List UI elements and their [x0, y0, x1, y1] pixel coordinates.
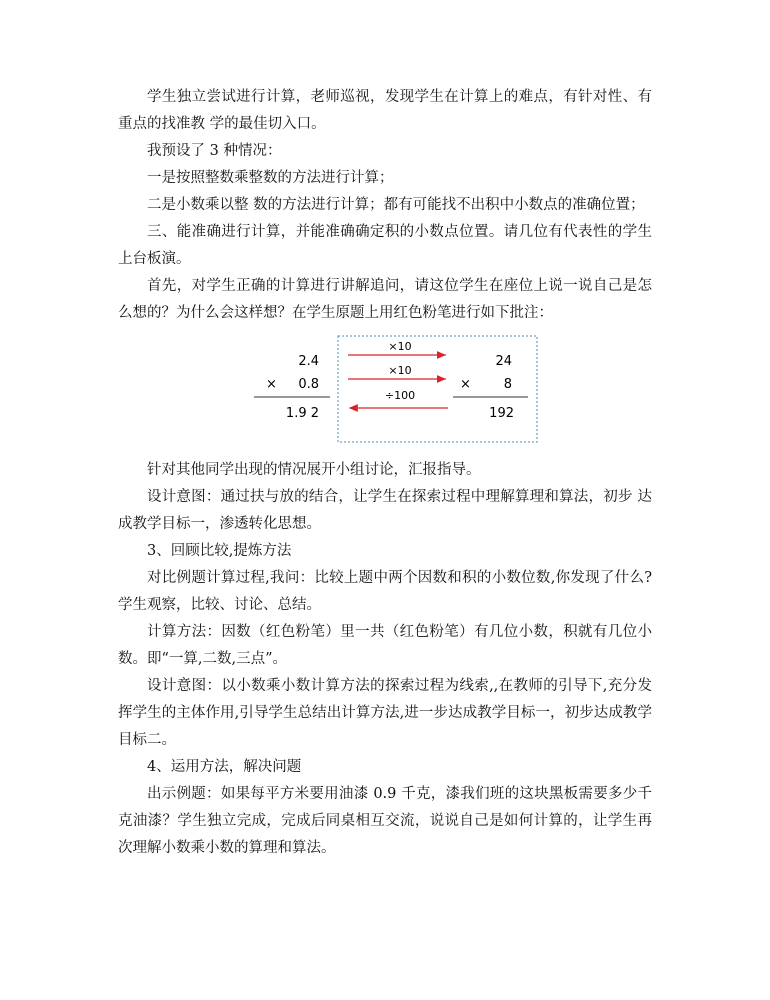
paragraph: 首先，对学生正确的计算进行讲解追问，请这位学生在座位上说一说自己是怎么想的？为什么会这样想？在学生原题上用红色粉笔进行如下批注：: [118, 278, 652, 321]
paragraph: 一是按照整数乘整数的方法进行计算；: [147, 170, 394, 186]
arrow-label-3: ÷100: [384, 389, 416, 402]
paragraph: 设计意图：以小数乘小数计算方法的探索过程为线索,,在教师的引导下,充分发挥学生的主体作用,引导学生总结出计算方法,进一步达成教学目标一，初步达成教学目标二。: [118, 678, 652, 748]
paragraph: 对比例题计算过程,我问：比较上题中两个因数和积的小数位数,你发现了什么?学生观察，比较、讨论、总结。: [118, 570, 652, 613]
right-factor-2: 8: [503, 377, 512, 392]
paragraph: 计算方法：因数（红色粉笔）里一共（红色粉笔）有几位小数，积就有几位小数。即“一算,二数,三点”。: [118, 624, 652, 667]
left-times-sign: ×: [266, 377, 277, 392]
paragraph: 我预设了 3 种情况：: [147, 143, 282, 159]
calculation-diagram: [250, 333, 540, 449]
left-factor-2: 0.8: [298, 377, 319, 392]
left-product: 1.9 2: [285, 406, 319, 421]
paragraph: 设计意图：通过扶与放的结合，让学生在探索过程中理解算理和算法，初步 达成教学目标一，渗透转化思想。: [118, 489, 652, 532]
document-page: [118, 84, 652, 862]
right-product: 192: [489, 406, 514, 421]
arrow-label-2: ×10: [388, 364, 412, 377]
paragraph: 学生独立尝试进行计算，老师巡视，发现学生在计算上的难点，有针对性、有重点的找准教 学的最佳切入口。: [118, 89, 652, 132]
paragraph: 针对其他同学出现的情况展开小组讨论，汇报指导。: [147, 462, 481, 478]
right-factor-1: 24: [495, 354, 512, 369]
paragraph: 出示例题：如果每平方米要用油漆 0.9 千克，漆我们班的这块黑板需要多少千克油漆？学生独立完成，完成后同桌相互交流，说说自己是如何计算的，让学生再次理解小数乘小数的算理和算法。: [118, 786, 652, 856]
right-times-sign: ×: [460, 377, 471, 392]
calculation-figure: [118, 333, 652, 453]
section-heading: 4、运用方法，解决问题: [147, 759, 302, 775]
arrow-label-1: ×10: [388, 340, 412, 353]
section-heading: 3、回顾比较,提炼方法: [147, 543, 292, 559]
paragraph: 二是小数乘以整 数的方法进行计算；都有可能找不出积中小数点的准确位置；: [147, 197, 645, 213]
left-factor-1: 2.4: [298, 354, 319, 369]
paragraph: 三、能准确进行计算，并能准确确定积的小数点位置。请几位有代表性的学生上台板演。: [118, 224, 652, 267]
